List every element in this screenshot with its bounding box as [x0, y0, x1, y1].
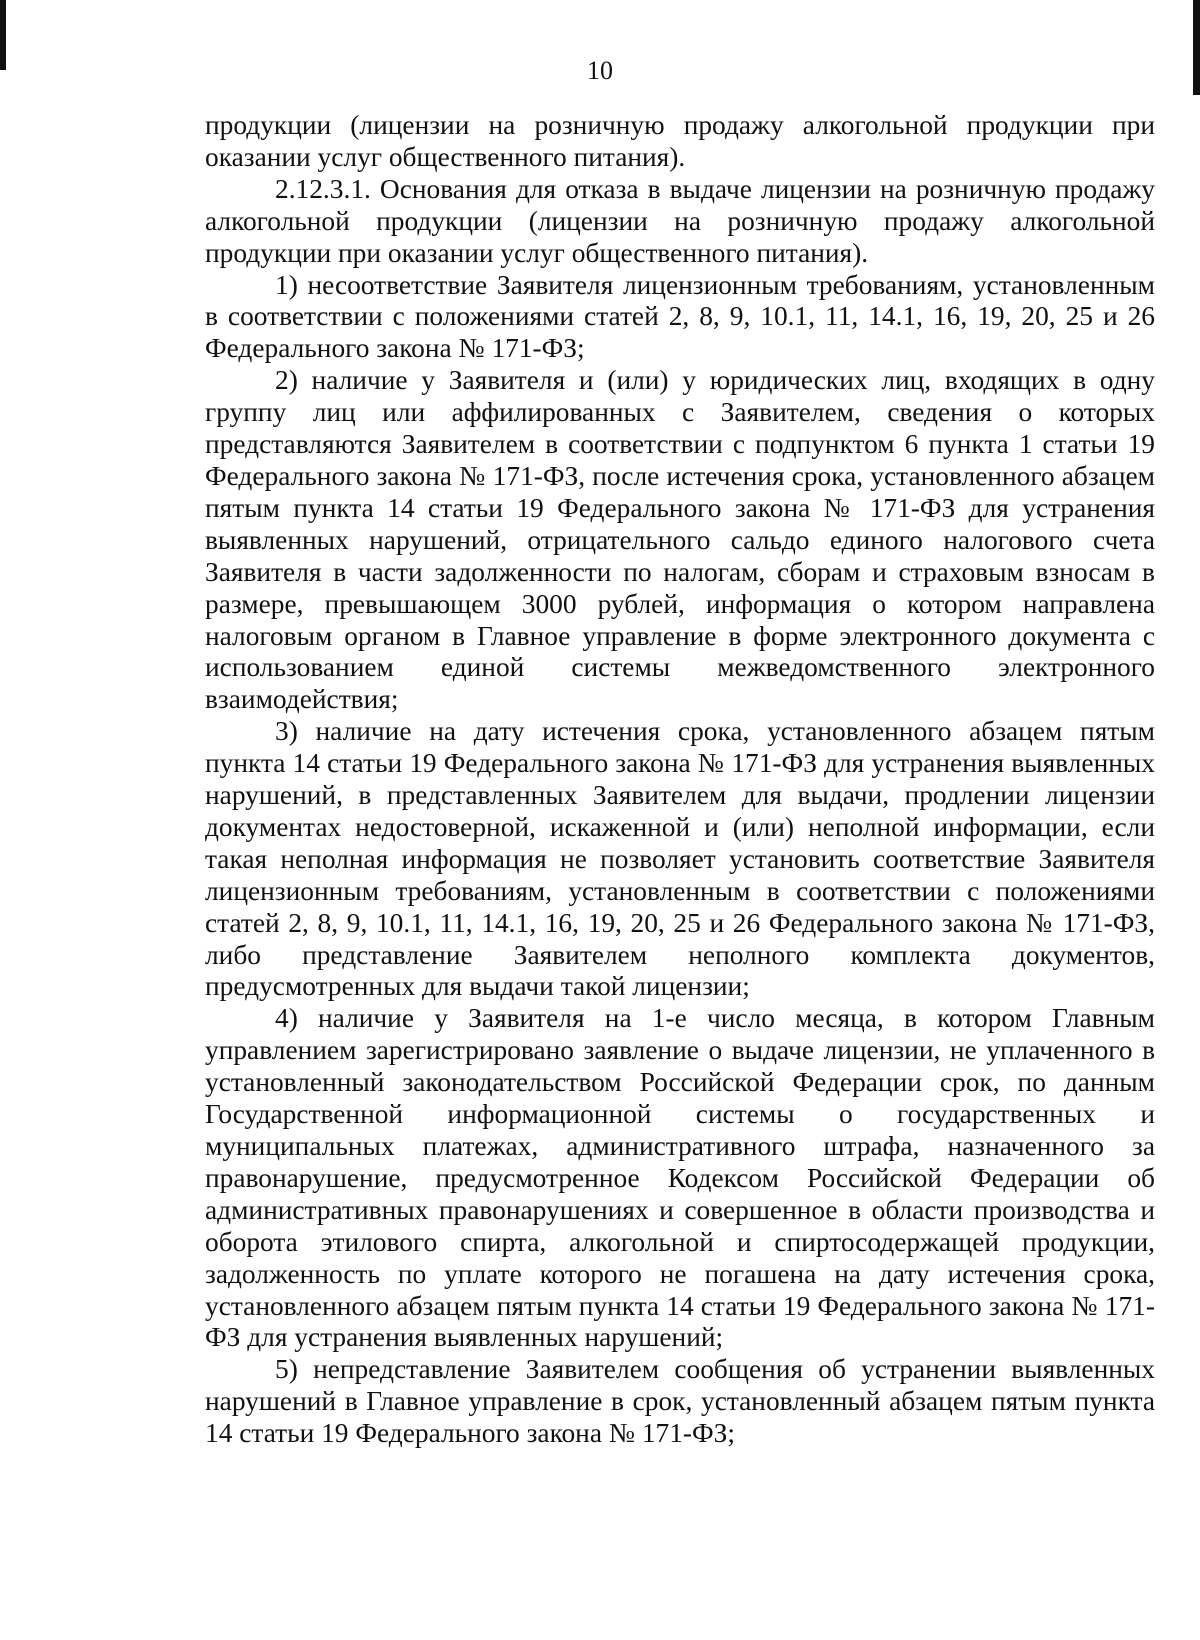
- paragraph-item-5: 5) непредставление Заявителем сообщения об устранении выявленных нарушений в Главное управление в срок, установленный абзацем пятым пункта 14 статьи 19 Федерального закона № 171-ФЗ;: [205, 1354, 1155, 1449]
- paragraph-item-1: 1) несоответствие Заявителя лицензионным требованиям, установленным в соответствии с положениями статей 2, 8, 9, 10.1, 11, 14.1, 16, 19, 20, 25 и 26 Федерального закона № 171-ФЗ;: [205, 269, 1155, 364]
- paragraph-item-2: 2) наличие у Заявителя и (или) у юридических лиц, входящих в одну группу лиц или аффилированных с Заявителем, сведения о которых представляются Заявителем в соответствии с подпунктом 6 пункта 1 статьи 19 Федерального закона № 171-ФЗ, после истечения срока, установленного абзацем пятым пункта 14 статьи 19 Федерального закона № 171-ФЗ для устранения выявленных нарушений, отрицательного сальдо единого налогового счета Заявителя в части задолженности по налогам, сборам и страховым взносам в размере, превышающем 3000 рублей, информация о котором направлена налоговым органом в Главное управление в форме электронного документа с использованием единой системы межведомственного электронного взаимодействия;: [205, 365, 1155, 715]
- document-body: [205, 110, 1155, 1450]
- paragraph-continuation: продукции (лицензии на розничную продажу алкогольной продукции при оказании услуг общественного питания).: [205, 110, 1155, 172]
- paragraph-section-heading: 2.12.3.1. Основания для отказа в выдаче лицензии на розничную продажу алкогольной продукции (лицензии на розничную продажу алкогольной продукции при оказании услуг общественного питания).: [205, 173, 1155, 268]
- paragraph-item-4: 4) наличие у Заявителя на 1-е число месяца, в котором Главным управлением зарегистрировано заявление о выдаче лицензии, не уплаченного в установленный законодательством Российской Федерации срок, по данным Государственной информационной системы о государственных и муниципальных платежах, административного штрафа, назначенного за правонарушение, предусмотренное Кодексом Российской Федерации об административных правонарушениях и совершенное в области производства и оборота этилового спирта, алкогольной и спиртосодержащей продукции, задолженность по уплате которого не погашена на дату истечения срока, установленного абзацем пятым пункта 14 статьи 19 Федерального закона № 171-ФЗ для устранения выявленных нарушений;: [205, 1003, 1155, 1353]
- page-number: 10: [587, 56, 613, 85]
- paragraph-item-3: 3) наличие на дату истечения срока, установленного абзацем пятым пункта 14 статьи 19 Федерального закона № 171-ФЗ для устранения выявленных нарушений, в представленных Заявителем для выдачи, продлении лицензии документах недостоверной, искаженной и (или) неполной информации, если такая неполная информация не позволяет установить соответствие Заявителя лицензионным требованиям, установленным в соответствии с положениями статей 2, 8, 9, 10.1, 11, 14.1, 16, 19, 20, 25 и 26 Федерального закона № 171-ФЗ, либо представление Заявителем неполного комплекта документов, предусмотренных для выдачи такой лицензии;: [205, 716, 1155, 1002]
